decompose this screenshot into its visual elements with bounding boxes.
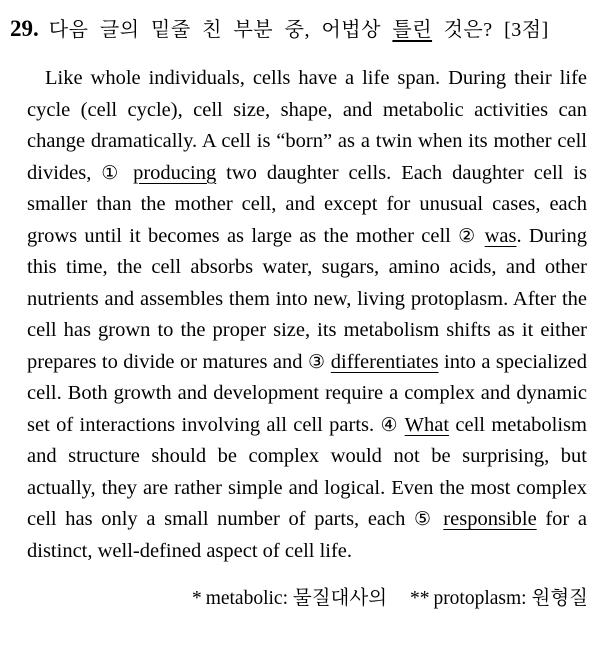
option-2-marker: ② (458, 224, 478, 247)
option-1-word: producing (133, 161, 217, 184)
passage-text-6: for a distinct, well-defined aspect of cell life. (27, 508, 587, 562)
option-4-marker: ④ (380, 413, 399, 436)
footnote-gloss-1: 물질대사의 (292, 588, 388, 609)
footnote-metabolic (192, 588, 387, 609)
option-3-marker: ③ (307, 350, 326, 373)
footnote-row (0, 582, 588, 610)
question-points: [3점] (504, 19, 549, 41)
passage-text-1: Like whole individuals, cells have a life span. During their life cycle (cell cycle), cell size, shape, and metabolic activities can change dramatically. A cell is “born” as a twin when its mother cell divides, (27, 67, 587, 184)
footnote-star-1: * (191, 588, 202, 609)
prompt-text-after: 것은? (443, 19, 493, 41)
passage-text-3: . During this time, the cell absorbs water, sugars, amino acids, and other nutrients and assembles them into new, living protoplasm. After the cell has grown to the proper size, its metabolism shifts as it either prepares to divide or matures and (27, 224, 588, 373)
option-5-word: responsible (443, 508, 537, 530)
footnote-star-2: ** (409, 588, 430, 609)
passage-text-2: two daughter cells. Each daughter cell is smaller than the mother cell, and except for unusual cases, each grows until it becomes as large as the mother cell (27, 161, 587, 247)
footnote-term-1: metabolic: (205, 588, 288, 609)
passage (27, 63, 587, 567)
option-2-word: was (484, 224, 517, 247)
footnote-term-2: protoplasm: (433, 588, 527, 609)
prompt-text-before: 다음 글의 밑줄 친 부분 중, 어법상 (48, 19, 381, 41)
passage-text-4: into a specialized cell. Both growth and development require a complex and dynamic set of interactions involving all cell parts. (27, 350, 587, 436)
footnote-gloss-2: 원형질 (531, 588, 588, 609)
option-3-word: differentiates (330, 350, 439, 373)
option-5-marker: ⑤ (414, 508, 435, 530)
option-4-word: What (404, 413, 450, 436)
passage-text-5: cell metabolism and structure should be complex would not be surprising, but actually, they are rather simple and logical. Even the most complex cell has only a small number of parts, each (27, 413, 587, 530)
question-number: 29. (10, 16, 39, 41)
question-header (10, 13, 603, 42)
footnote-protoplasm (410, 588, 588, 609)
question-prompt (49, 19, 549, 41)
option-1-marker: ① (101, 161, 124, 184)
prompt-underlined-word: 틀린 (392, 19, 433, 41)
